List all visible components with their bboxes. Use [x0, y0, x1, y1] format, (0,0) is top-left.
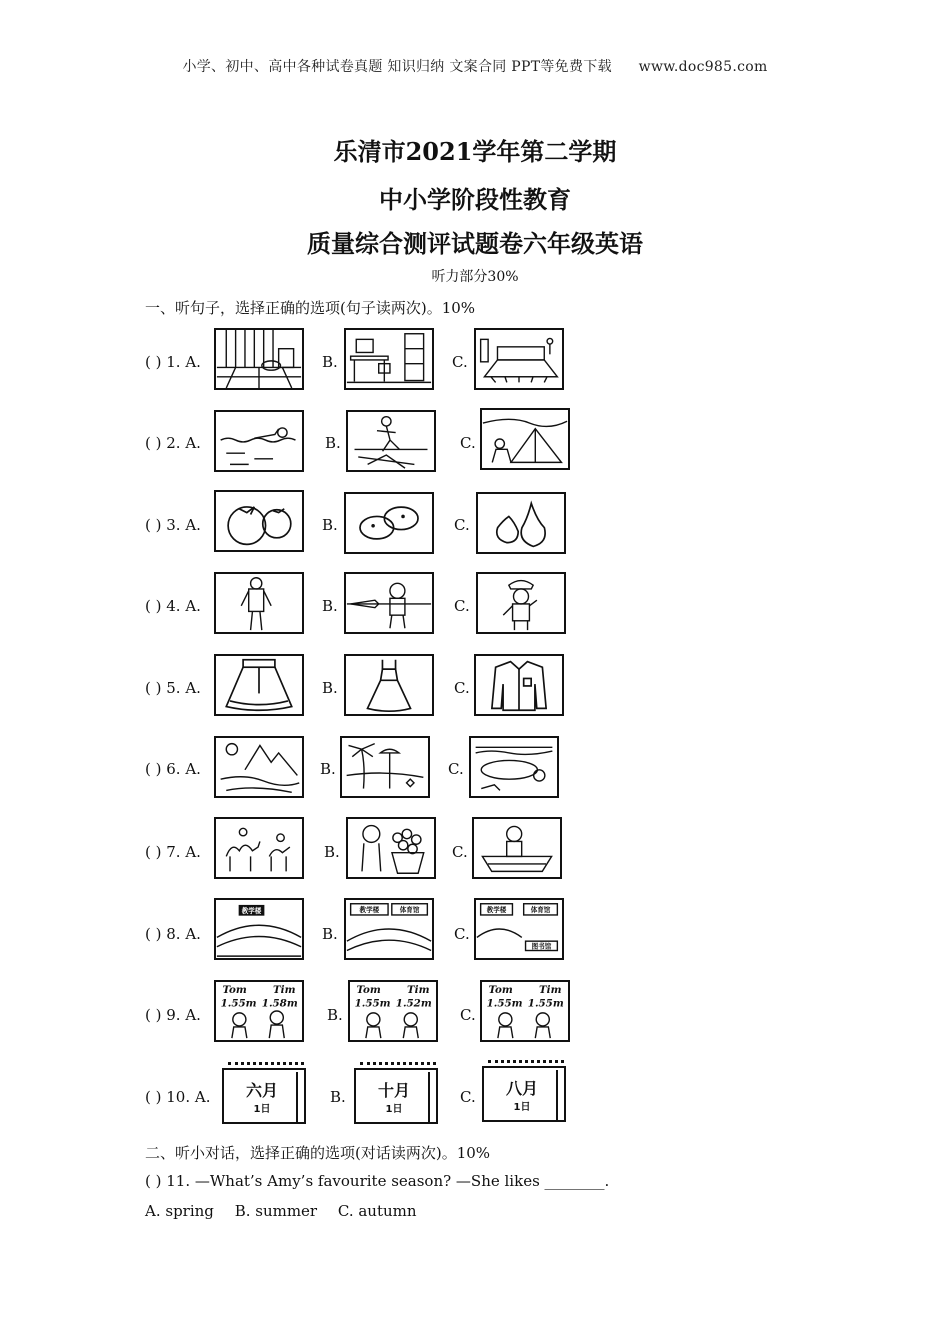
option-label-b: B. — [322, 597, 338, 615]
calendar-day: 1日 — [385, 1104, 403, 1115]
height-compare-icon[interactable] — [214, 980, 304, 1042]
calendar-month: 六月 — [245, 1081, 278, 1100]
height-tom: 1.55m — [486, 997, 523, 1010]
listening-label: 听力部分30% — [431, 269, 519, 285]
option-label-c: C. — [452, 353, 468, 371]
question-2-label: ( ) 2. A. — [145, 434, 201, 452]
title-line-2: 中小学阶段性教育 — [379, 185, 571, 214]
header-text: 小学、初中、高中各种试卷真题 知识归纳 文案合同 PPT等免费下载 — [182, 59, 612, 75]
question-1-label: ( ) 1. A. — [145, 353, 201, 371]
question-6-label: ( ) 6. A. — [145, 760, 201, 778]
sign-text: 教学楼 — [241, 907, 262, 916]
flower-basket-icon[interactable] — [346, 817, 436, 879]
name-tim: Tim — [407, 984, 430, 997]
option-label-c: C. — [454, 925, 470, 943]
option-a[interactable]: A. spring — [145, 1202, 214, 1220]
calendar-icon[interactable] — [482, 1060, 570, 1122]
question-9-label: ( ) 9. A. — [145, 1006, 201, 1024]
boat-boy-icon[interactable] — [472, 817, 562, 879]
dress-icon[interactable] — [344, 654, 434, 716]
skirt-icon[interactable] — [214, 654, 304, 716]
swimming-icon[interactable] — [214, 410, 304, 472]
lake-icon[interactable] — [469, 736, 559, 798]
beach-icon[interactable] — [340, 736, 430, 798]
bridge-two-signs-icon[interactable] — [344, 898, 434, 960]
option-label-c: C. — [454, 679, 470, 697]
worker-icon[interactable] — [214, 572, 304, 634]
option-label-c: C. — [448, 760, 464, 778]
height-tim: 1.52m — [395, 997, 432, 1010]
sign-text: 教学楼 — [486, 906, 507, 915]
option-label-c: C. — [454, 597, 470, 615]
garlic-icon[interactable] — [476, 492, 566, 554]
question-8-label: ( ) 8. A. — [145, 925, 201, 943]
mountain-river-icon[interactable] — [214, 736, 304, 798]
option-label-c: C. — [452, 843, 468, 861]
section-1-title: 一、听句子，选择正确的选项(句子读两次)。10% — [145, 299, 476, 317]
option-c[interactable]: C. autumn — [337, 1202, 417, 1220]
skiing-icon[interactable] — [346, 410, 436, 472]
option-label-b: B. — [330, 1088, 346, 1106]
calendar-icon[interactable] — [222, 1062, 310, 1124]
height-tom: 1.55m — [220, 997, 257, 1010]
option-b[interactable]: B. summer — [234, 1202, 318, 1220]
question-7-label: ( ) 7. A. — [145, 843, 201, 861]
option-label-c: C. — [454, 516, 470, 534]
name-tim: Tim — [539, 984, 562, 997]
option-label-c: C. — [460, 1006, 476, 1024]
calendar-month: 八月 — [505, 1079, 538, 1098]
option-label-b: B. — [320, 760, 336, 778]
option-label-b: B. — [322, 516, 338, 534]
name-tom: Tom — [222, 984, 247, 997]
option-label-c: C. — [460, 1088, 476, 1106]
question-3-label: ( ) 3. A. — [145, 516, 201, 534]
police-officer-icon[interactable] — [476, 572, 566, 634]
name-tom: Tom — [356, 984, 381, 997]
height-compare-icon[interactable] — [480, 980, 570, 1042]
height-compare-icon[interactable] — [348, 980, 438, 1042]
page-header — [0, 56, 950, 76]
question-11-prompt: ( ) 11. —What’s Amy’s favourite season? —She likes ________. — [145, 1172, 610, 1190]
bathroom-icon[interactable] — [214, 328, 304, 390]
sign-text: 图书馆 — [531, 942, 552, 951]
option-label-b: B. — [325, 434, 341, 452]
bedroom-icon[interactable] — [474, 328, 564, 390]
calendar-day: 1日 — [513, 1102, 531, 1113]
option-label-b: B. — [327, 1006, 343, 1024]
bridge-one-sign-icon[interactable] — [214, 898, 304, 960]
question-4-label: ( ) 4. A. — [145, 597, 201, 615]
calendar-month: 十月 — [377, 1081, 410, 1100]
study-room-icon[interactable] — [344, 328, 434, 390]
option-label-b: B. — [322, 679, 338, 697]
header-url[interactable]: www.doc985.com — [638, 59, 768, 75]
height-tim: 1.58m — [261, 997, 298, 1010]
name-tim: Tim — [273, 984, 296, 997]
camping-icon[interactable] — [480, 408, 570, 470]
option-label-c: C. — [460, 434, 476, 452]
section-2-title: 二、听小对话，选择正确的选项(对话读两次)。10% — [145, 1144, 491, 1162]
shirt-icon[interactable] — [474, 654, 564, 716]
title-line-1: 乐清市2021学年第二学期 — [333, 137, 617, 166]
option-label-b: B. — [322, 925, 338, 943]
question-10-label: ( ) 10. A. — [145, 1088, 211, 1106]
sign-text: 体育馆 — [530, 906, 551, 915]
height-tim: 1.55m — [527, 997, 564, 1010]
title-line-3: 质量综合测评试题卷六年级英语 — [307, 229, 643, 258]
camel-riding-icon[interactable] — [214, 817, 304, 879]
sign-text: 教学楼 — [359, 906, 380, 915]
tomato-icon[interactable] — [214, 490, 304, 552]
question-11-options — [145, 1202, 433, 1220]
calendar-icon[interactable] — [354, 1062, 442, 1124]
astronaut-icon[interactable] — [344, 572, 434, 634]
option-label-b: B. — [322, 353, 338, 371]
potato-icon[interactable] — [344, 492, 434, 554]
bridge-three-signs-icon[interactable] — [474, 898, 564, 960]
question-5-label: ( ) 5. A. — [145, 679, 201, 697]
calendar-day: 1日 — [253, 1104, 271, 1115]
sign-text: 体育馆 — [399, 906, 420, 915]
height-tom: 1.55m — [354, 997, 391, 1010]
option-label-b: B. — [324, 843, 340, 861]
name-tom: Tom — [488, 984, 513, 997]
